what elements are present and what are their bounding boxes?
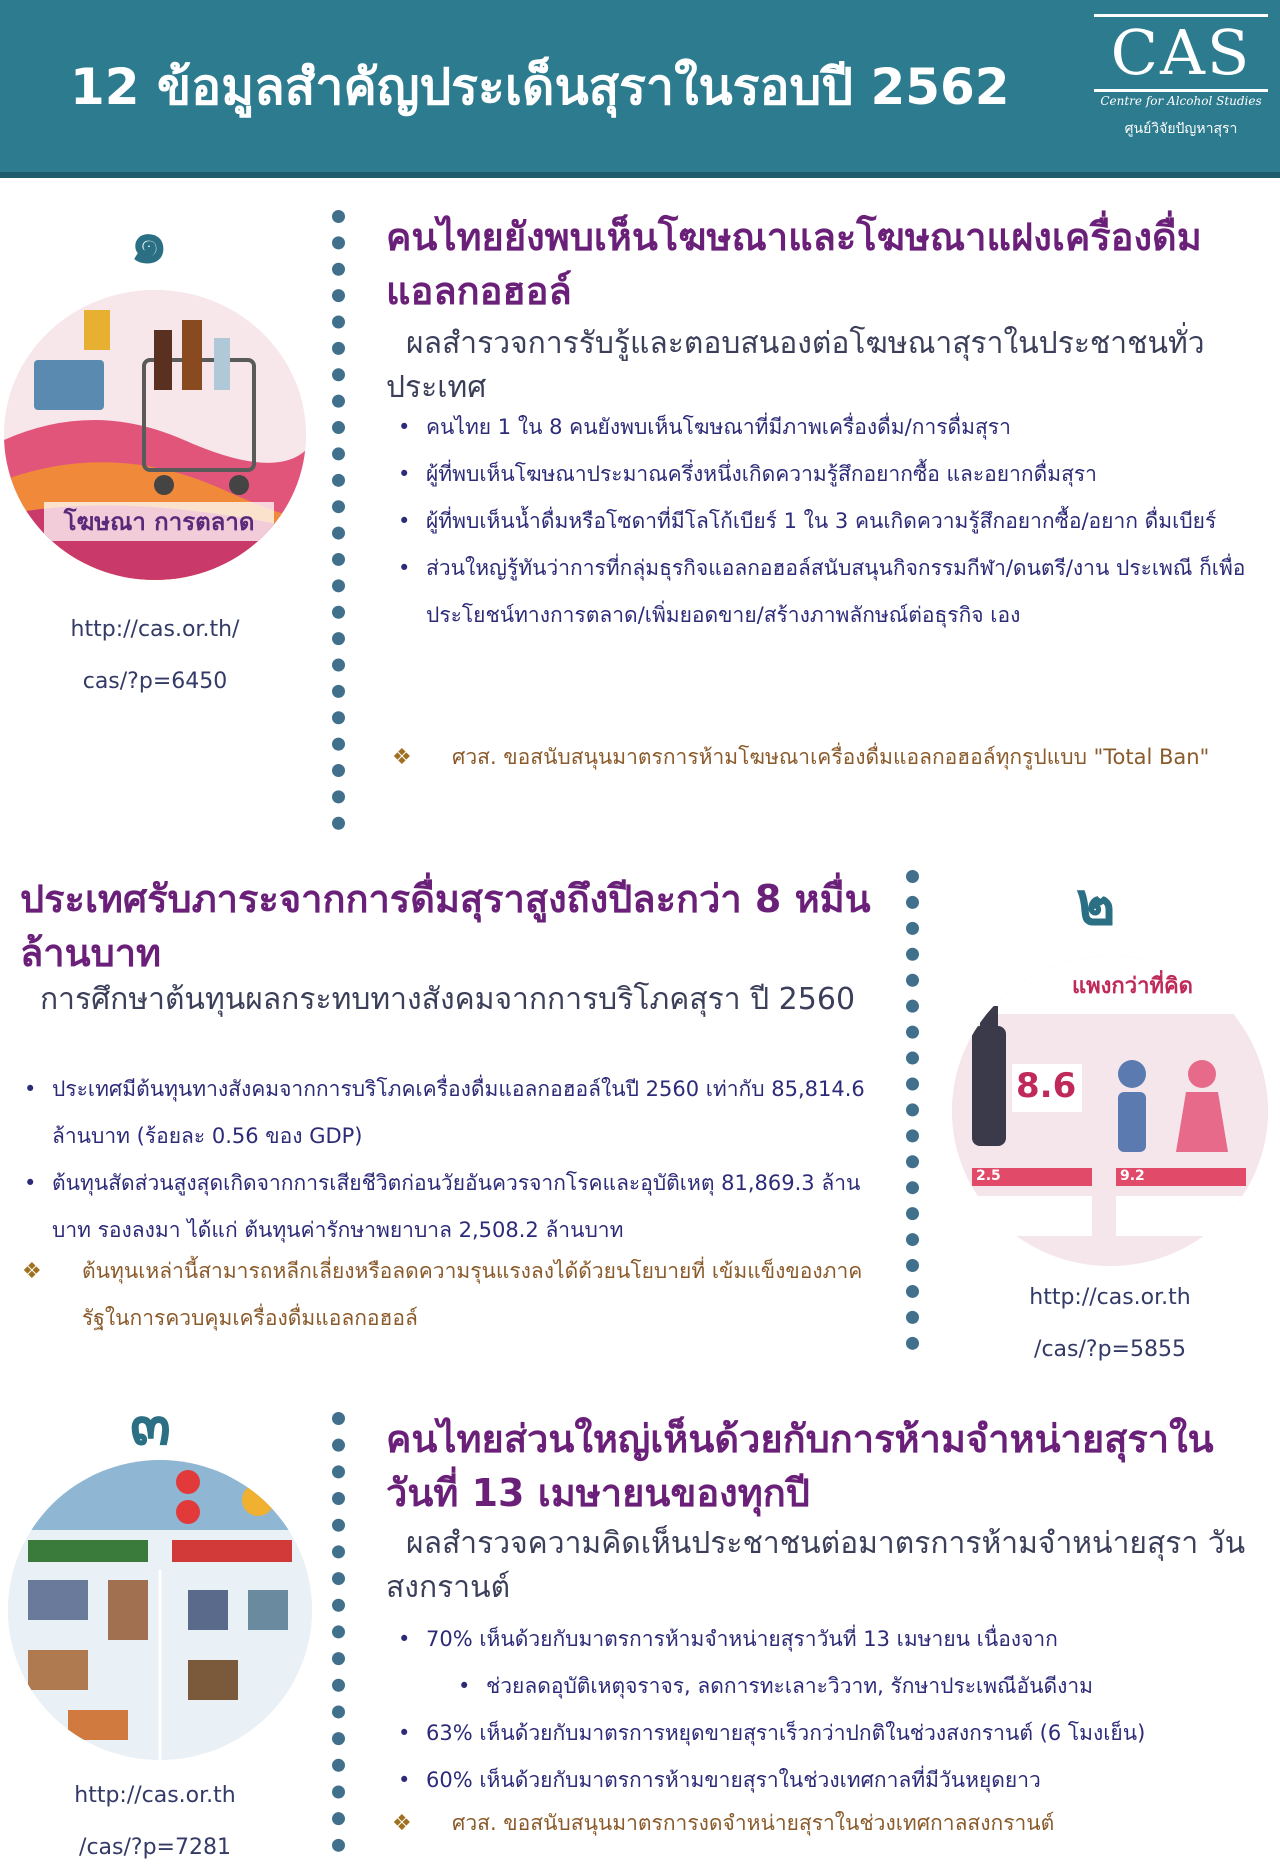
section-2-thumbnail-value: 8.6 <box>1016 1066 1077 1106</box>
section-3-note: ❖ ศวส. ขอสนับสนุนมาตรการงดจำหน่ายสุราในช่วงเทศกาลสงกรานต์ <box>392 1800 1252 1847</box>
list-item: • ช่วยลดอุบัติเหตุจราจร, ลดการทะเลาะวิวาท, รักษาประเพณีอันดีงาม <box>458 1674 1094 1698</box>
section-2-thumbnail-heading: แพงกว่าที่คิด <box>1072 974 1193 999</box>
section-2-number: ๒ <box>1076 869 1116 939</box>
section-3-link-line1[interactable]: http://cas.or.th <box>74 1783 236 1808</box>
section-2-divider <box>906 870 919 1350</box>
diamond-bullet-icon: ❖ <box>22 1259 42 1284</box>
list-item: • 70% เห็นด้วยกับมาตรการห้ามจำหน่ายสุราวันที่ 13 เมษายน เนื่องจาก <box>398 1627 1058 1651</box>
section-2-subheading: การศึกษาต้นทุนผลกระทบทางสังคมจากการบริโภคสุรา ปี 2560 <box>40 982 856 1017</box>
section-2-thumbnail-left-value: 2.5 <box>976 1168 1001 1184</box>
section-3-bullet-list <box>386 1616 1266 1804</box>
section-3-heading: คนไทยส่วนใหญ่เห็นด้วยกับการห้ามจำหน่ายสุราใน วันที่ 13 เมษายนของทุกปี <box>386 1417 1214 1515</box>
section-3-link[interactable] <box>30 1770 280 1874</box>
section-2-bullet-list <box>12 1066 892 1254</box>
section-1-link-line1[interactable]: http://cas.or.th/ <box>70 617 240 642</box>
section-1-note: ❖ ศวส. ขอสนับสนุนมาตรการห้ามโฆษณาเครื่องดื่มแอลกอฮอล์ทุกรูปแบบ "Total Ban" <box>392 734 1252 781</box>
section-1-heading: คนไทยยังพบเห็นโฆษณาและโฆษณาแฝงเครื่องดื่ม แอลกอฮอล์ <box>386 215 1202 313</box>
section-3-number: ๓ <box>130 1389 172 1459</box>
section-2-thumbnail-right-value: 9.2 <box>1120 1168 1145 1184</box>
section-3-subheading: ผลสำรวจความคิดเห็นประชาชนต่อมาตรการห้ามจำหน่ายสุรา วันสงกรานต์ <box>386 1526 1246 1605</box>
section-1-divider <box>332 210 345 830</box>
list-item: • ผู้ที่พบเห็นน้ำดื่มหรือโซดาที่มีโลโก้เบียร์ 1 ใน 3 คนเกิดความรู้สึกอยากซื้อ/อยาก ดื่มเบียร์ <box>398 509 1217 533</box>
logo-subtitle: Centre for Alcohol Studies <box>1100 94 1262 108</box>
list-item: • ส่วนใหญ่รู้ทันว่าการที่กลุ่มธุรกิจแอลกอฮอล์สนับสนุนกิจกรรมกีฬา/ดนตรี/งาน ประเพณี ก็เพื่อประโยชน์ทางการตลาด/เพิ่มยอดขาย/สร้างภาพลักษณ์ต่อธุรกิจ เอง <box>398 556 1246 627</box>
logo-thai-name: ศูนย์วิจัยปัญหาสุรา <box>1124 121 1238 137</box>
list-item: • คนไทย 1 ใน 8 คนยังพบเห็นโฆษณาที่มีภาพเครื่องดื่ม/การดื่มสุรา <box>398 415 1011 439</box>
section-1-number: ๑ <box>130 207 169 277</box>
page-header <box>0 0 1280 178</box>
section-2-thumbnail <box>952 956 1268 1266</box>
section-2-link-line2[interactable]: /cas/?p=5855 <box>1034 1337 1186 1362</box>
section-2-link-line1[interactable]: http://cas.or.th <box>1029 1285 1191 1310</box>
list-item: • ประเทศมีต้นทุนทางสังคมจากการบริโภคเครื่องดื่มแอลกอฮอล์ในปี 2560 เท่ากับ 85,814.6 ล้านบาท (ร้อยละ 0.56 ของ GDP) <box>24 1077 865 1148</box>
page-title: 12 ข้อมูลสำคัญประเด็นสุราในรอบปี 2562 <box>70 58 1010 116</box>
list-item: • 63% เห็นด้วยกับมาตรการหยุดขายสุราเร็วกว่าปกติในช่วงสงกรานต์ (6 โมงเย็น) <box>398 1721 1146 1745</box>
section-1-link-line2[interactable]: cas/?p=6450 <box>82 669 228 694</box>
section-2-heading: ประเทศรับภาระจากการดื่มสุราสูงถึงปีละกว่า 8 หมื่นล้านบาท <box>20 877 871 975</box>
section-2-link[interactable] <box>980 1272 1240 1376</box>
section-1-thumbnail-caption: โฆษณา การตลาด <box>44 502 274 541</box>
section-3-link-line2[interactable]: /cas/?p=7281 <box>79 1835 231 1860</box>
section-1-bullet-list <box>386 404 1256 639</box>
diamond-bullet-icon: ❖ <box>392 745 412 770</box>
list-item: • ต้นทุนสัดส่วนสูงสุดเกิดจากการเสียชีวิตก่อนวัยอันควรจากโรคและอุบัติเหตุ 81,869.3 ล้านบาท รองลงมา ได้แก่ ต้นทุนค่ารักษาพยาบาล 2,508.2 ล้านบาท <box>24 1171 861 1242</box>
list-item: • 60% เห็นด้วยกับมาตรการห้ามขายสุราในช่วงเทศกาลที่มีวันหยุดยาว <box>398 1768 1041 1792</box>
list-item: • ผู้ที่พบเห็นโฆษณาประมาณครึ่งหนึ่งเกิดความรู้สึกอยากซื้อ และอยากดื่มสุรา <box>398 462 1097 486</box>
section-2-note: ❖ ต้นทุนเหล่านี้สามารถหลีกเลี่ยงหรือลดความรุนแรงลงได้ด้วยนโยบายที่ เข้มแข็งของภาครัฐในการควบคุมเครื่องดื่มแอลกอฮอล์ <box>22 1248 882 1342</box>
section-1-thumbnail <box>4 290 306 580</box>
section-3-thumbnail <box>8 1460 312 1760</box>
songkran-infographic-icon <box>8 1460 312 1760</box>
diamond-bullet-icon: ❖ <box>392 1811 412 1836</box>
logo-wordmark: CAS <box>1094 14 1268 92</box>
section-3-divider <box>332 1412 345 1852</box>
section-1-subheading: ผลสำรวจการรับรู้และตอบสนองต่อโฆษณาสุราในประชาชนทั่ว ประเทศ <box>386 326 1205 405</box>
cas-logo <box>1088 14 1274 154</box>
section-1-link[interactable] <box>30 604 280 708</box>
